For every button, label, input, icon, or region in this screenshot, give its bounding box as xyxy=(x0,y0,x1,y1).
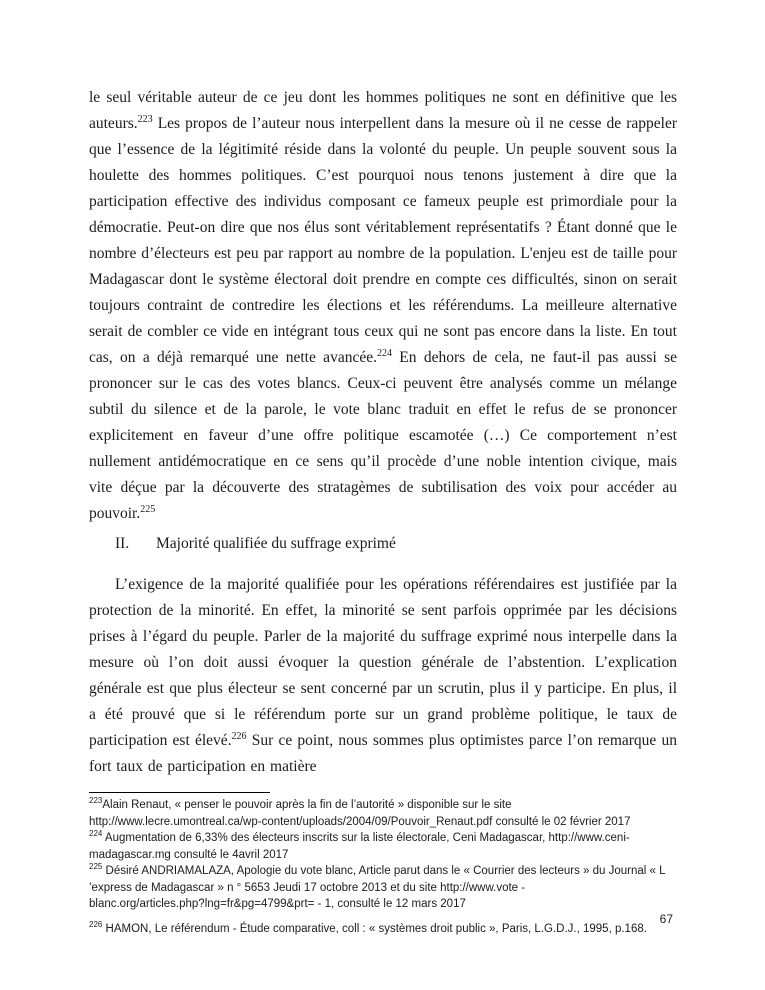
section-title: Majorité qualifiée du suffrage exprimé xyxy=(156,535,396,552)
paragraph-1-text: Les propos de l’auteur nous interpellent dans la mesure où il ne cesse de rappeler que l’essence de la légitimité réside dans la volonté du peuple. Un peuple souvent sous la houlette des hommes politiques. C’est pourquoi nous tenons justement à dire que la participation effective des individus composant ce fameux peuple est primordiale pour la démocratie. Peut-on dire que nos élus sont véritablement représentatifs ? Étant donné que le nombre d’électeurs est peu par rapport au nombre de la population. L'enjeu est de taille pour Madagascar dont le système électoral doit prendre en compte ces difficultés, sinon on serait toujours contraint de contredire les élections et les référendums. La meilleure alternative serait de combler ce vide en intégrant tous ceux qui ne sont pas encore dans la liste. En tout cas, on a déjà remarqué une nette avancée. xyxy=(89,115,677,366)
page-number: 67 xyxy=(659,912,673,926)
paragraph-2-text: Sur ce point, nous sommes plus optimistes parce l’on remarque un fort taux de participation en matière xyxy=(89,732,677,775)
footnote-226 xyxy=(89,921,677,938)
footnotes-section xyxy=(89,797,677,937)
footnote-number: 226 xyxy=(89,919,103,929)
footnote-text: Alain Renaut, « penser le pouvoir après la fin de l’autorité » disponible sur le site xyxy=(102,799,512,811)
paragraph-2-text: L’exigence de la majorité qualifiée pour les opérations référendaires est justifiée par la protection de la minorité. En effet, la minorité se sent parfois opprimée par les décisions prises à l’égard du peuple. Parler de la majorité du suffrage exprimé nous interpelle dans la mesure où l’on doit aussi évoquer la question générale de l’abstention. L’explication générale est que plus électeur se sent concerné par un scrutin, plus il y participe. En plus, il a été prouvé que si le référendum porte sur un grand problème politique, le taux de participation est élevé. xyxy=(89,576,677,749)
footnote-text: Augmentation de 6,33% des électeurs inscrits sur la liste électorale, Ceni Madagascar, http://www.ceni- xyxy=(102,832,630,844)
body-paragraph-1 xyxy=(89,85,677,527)
paragraph-1-text: le seul véritable auteur de ce jeu dont les hommes politiques ne sont en définitive que les auteurs. xyxy=(89,89,677,132)
footnote-ref-224: 224 xyxy=(376,347,392,359)
page-content xyxy=(89,85,677,937)
section-heading xyxy=(89,531,677,557)
footnote-text: http://www.lecre.umontreal.ca/wp-content/uploads/2004/09/Pouvoir_Renaut.pdf consulté le 02 février 2017 xyxy=(89,815,631,828)
footnote-number: 223 xyxy=(89,796,103,806)
footnote-223 xyxy=(89,797,677,830)
footnote-224 xyxy=(89,830,677,863)
footnote-ref-225: 225 xyxy=(140,503,156,515)
footnote-separator xyxy=(89,792,270,793)
footnote-ref-223: 223 xyxy=(137,113,153,125)
footnote-text: blanc.org/articles.php?lng=fr&pg=4799&prt= - 1, consulté le 12 mars 2017 xyxy=(89,898,466,910)
footnote-number: 225 xyxy=(89,862,103,872)
footnote-number: 224 xyxy=(89,829,103,839)
footnote-ref-226: 226 xyxy=(231,730,247,742)
section-numeral: II. xyxy=(115,535,130,552)
footnote-225 xyxy=(89,863,677,913)
paragraph-1-text: En dehors de cela, ne faut-il pas aussi se prononcer sur le cas des votes blancs. Ceux-ci peuvent être analysés comme un mélange subtil du silence et de la parole, le vote blanc traduit en effet le refus de se prononcer explicitement en faveur d’une offre politique escamotée (…) Ce comportement n’est nullement antidémocratique en ce sens qu’il procède d’une noble intention civique, mais vite déçue par la découverte des stratagèmes de subtilisation des voix pour accéder au pouvoir. xyxy=(89,349,677,522)
footnote-text: ’express de Madagascar » n ° 5653 Jeudi 17 octobre 2013 et du site http://www.vote - xyxy=(89,881,526,894)
footnote-text: Désiré ANDRIAMALAZA, Apologie du vote blanc, Article parut dans le « Courrier des lecteurs » du Journal « L xyxy=(102,865,666,877)
footnote-text: HAMON, Le référendum - Étude comparative, coll : « systèmes droit public », Paris, L.G.D.J., 1995, p.168. xyxy=(102,922,647,935)
body-paragraph-2 xyxy=(89,572,677,780)
footnote-text: madagascar.mg consulté le 4avril 2017 xyxy=(89,848,289,861)
